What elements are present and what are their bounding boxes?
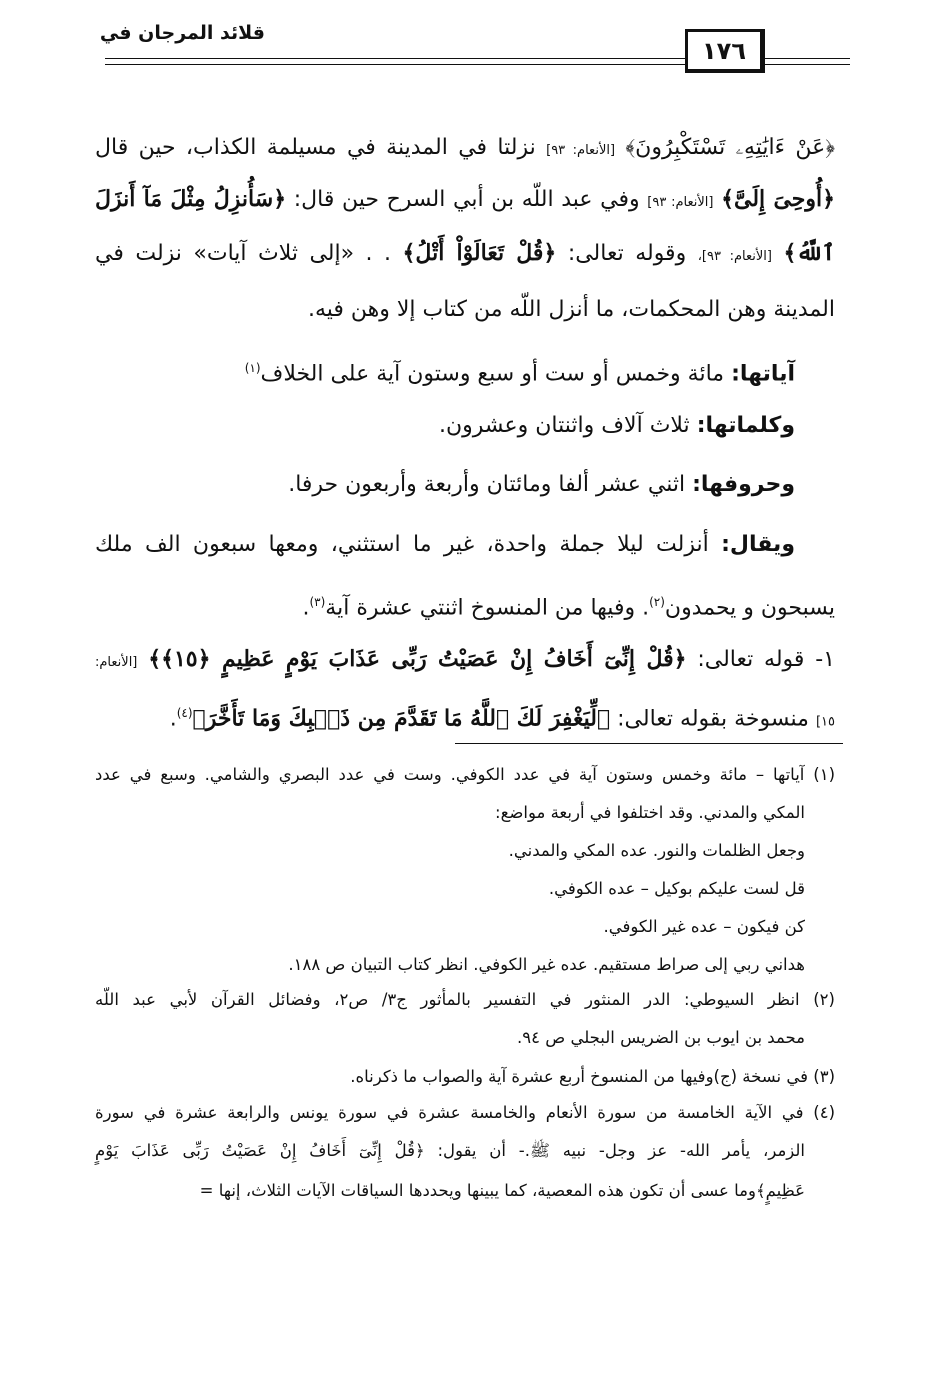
quran-quote: ﴿قُلْ تَعَالَوْاْ أَتْلُ﴾ xyxy=(402,240,557,266)
quran-quote: ﴿عَنْ ءَايَٰتِهِۦ تَسْتَكْبِرُونَ﴾ xyxy=(625,135,835,160)
body-line-4: المدينة وهن المحكمات، ما أنزل اللّه من كتاب إلا وهن فيه. xyxy=(307,297,835,322)
body-text: نزلتا في المدينة في مسيلمة الكذاب، حين قال xyxy=(95,135,536,160)
verse-reference: [الأنعام: ٩٣] xyxy=(546,143,616,158)
footnote-4-line-1: (٤) في الآية الخامسة من سورة الأنعام والخامسة عشرة في سورة يونس والرابعة عشرة في سورة xyxy=(95,1103,835,1122)
running-header-title: قلائد المرجان في xyxy=(99,22,265,44)
quran-quote: ﴿قُلْ إِنِّىٓ أَخَافُ إِنْ عَصَيْتُ رَبِّى عَذَابَ يَوْمٍ عَظِيمٍ ﴿١٥﴾﴾ xyxy=(148,646,687,672)
footnote-marker: (٢) xyxy=(649,595,665,609)
footnote-1-line-4: قل لست عليكم بوكيل – عده الكوفي. xyxy=(548,879,805,898)
section-key-words: وكلماتها: xyxy=(696,413,795,438)
footnote-4-line-2 xyxy=(95,1138,805,1168)
body-line-8 xyxy=(95,527,795,567)
verse-reference: [الأنعام: ٩٣] xyxy=(647,195,714,210)
quran-quote: ﴿لِّيَغْفِرَ لَكَ ٱللَّهُ مَا تَقَدَّمَ مِن ذَنۢبِكَ وَمَا تَأَخَّرَ﴾ xyxy=(192,705,611,732)
footnote-2-line-1: (٢) انظر السيوطي: الدر المنثور في التفسير بالمأثور ج٣/ ص٢، وفضائل القرآن لأبي عبد اللّه xyxy=(95,990,835,1009)
body-text: . وفيها من المنسوخ اثنتي عشرة آية xyxy=(325,595,650,621)
body-line-7 xyxy=(95,467,795,507)
footnote-text: وما عسى أن تكون هذه المعصية، كما يبينها ويحددها السياقات الآيات الثلاث، إنها = xyxy=(199,1181,756,1200)
body-text: وفي عبد اللّه بن أبي السرح حين قال: xyxy=(293,187,640,212)
body-line-10 xyxy=(95,641,835,681)
body-text: . xyxy=(302,595,310,621)
footnote-4-line-3 xyxy=(95,1178,805,1208)
body-line-3 xyxy=(95,235,835,275)
verse-reference: ١٥] xyxy=(815,714,835,730)
quran-quote: ﴿قُلْ إِنِّىٓ أَخَافُ إِنْ عَصَيْتُ رَبِّى عَذَابَ يَوْمٍ xyxy=(95,1141,425,1160)
section-key-letters: وحروفها: xyxy=(692,472,795,497)
footnote-2-line-2: محمد بن ايوب بن الضريس البجلي ص ٩٤. xyxy=(517,1028,805,1047)
footnote-1-line-5: كن فيكون – عده غير الكوفي. xyxy=(603,917,805,936)
quran-quote: عَظِيمٍ﴾ xyxy=(755,1181,805,1200)
header-rule-top xyxy=(105,58,685,59)
header-rule-bottom xyxy=(105,64,685,65)
page-number-box xyxy=(685,29,765,73)
body-text: . xyxy=(169,706,177,732)
quran-quote: ﴿سَأُنزِلُ مِثْلَ مَآ أَنزَلَ xyxy=(95,186,287,212)
footnote-marker: (٣) xyxy=(309,595,326,609)
body-line-5 xyxy=(95,350,795,390)
body-text: أنزلت ليلا جملة واحدة، غير ما استثني، ومعها سبعون الف ملك xyxy=(95,532,709,557)
footnote-1-line-2: المكي والمدني. وقد اختلفوا في أربعة مواضع: xyxy=(495,803,805,822)
verse-reference: [الأنعام: ٩٣]، xyxy=(697,249,772,264)
body-text: . . «إلى ثلاث آيات» نزلت في xyxy=(95,241,392,266)
footnote-marker: (١) xyxy=(244,361,261,375)
footnote-1-line-3: وجعل الظلمات والنور. عده المكي والمدني. xyxy=(508,841,805,860)
footnote-1-line-1: (١) آياتها – مائة وخمس وستون آية في عدد الكوفي. وست في عدد البصري والشامي. وسبع في عدد xyxy=(95,765,835,784)
page-number: ١٧٦ xyxy=(702,36,746,65)
body-line-6 xyxy=(95,408,795,448)
body-line-2 xyxy=(95,181,835,221)
footnote-text: الزمر، يأمر الله- عز وجل- نبيه ﷺ.- أن يقول: xyxy=(437,1141,806,1160)
quran-quote: ٱللَّهُ﴾ xyxy=(783,240,836,266)
body-line-9 xyxy=(95,584,835,624)
body-text: وقوله تعالى: xyxy=(567,241,687,266)
footnote-separator xyxy=(455,743,843,744)
body-text: منسوخة بقوله تعالى: xyxy=(617,706,809,732)
footnote-3: (٣) في نسخة (ج)وفيها من المنسوخ أربع عشرة آية والصواب ما ذكرناه. xyxy=(350,1067,835,1086)
body-text: ثلاث آلاف واثنتان وعشرون. xyxy=(438,413,690,438)
verse-reference: [الأنعام: xyxy=(95,655,138,670)
section-key-said: ويقال: xyxy=(721,532,795,557)
footnote-marker: (٤) xyxy=(176,706,193,720)
body-line-11 xyxy=(95,695,835,735)
body-text: ١- قوله تعالى: xyxy=(697,647,835,672)
quran-quote: ﴿أُوحِىَ إِلَىَّ﴾ xyxy=(721,186,836,212)
header-rule-right-bottom xyxy=(765,64,850,65)
footnote-1-line-6: هداني ربي إلى صراط مستقيم. عده غير الكوفي. انظر كتاب التبيان ص ١٨٨. xyxy=(288,955,805,974)
body-line-1 xyxy=(95,130,835,170)
body-text: اثني عشر ألفا ومائتان وأربعة وأربعون حرفا. xyxy=(288,472,686,497)
body-text: مائة وخمس أو ست أو سبع وستون آية على الخلاف xyxy=(260,361,725,387)
header-rule-right-top xyxy=(765,58,850,59)
body-text: يسبحون و يحمدون xyxy=(664,595,835,621)
section-key-ayat: آياتها: xyxy=(731,361,795,387)
